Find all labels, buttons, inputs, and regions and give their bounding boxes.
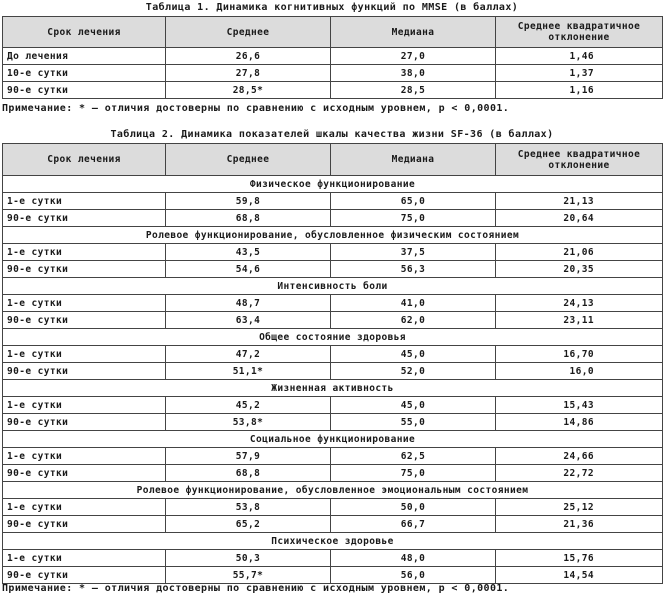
section-title: Физическое функционирование (3, 176, 663, 193)
section-title: Ролевое функционирование, обусловленное физическим состоянием (3, 227, 663, 244)
cell-sd: 20,35 (496, 261, 663, 278)
section-title: Общее состояние здоровья (3, 329, 663, 346)
table-header-row (3, 144, 663, 176)
table-row (3, 448, 663, 465)
cell-period: 90-е сутки (3, 210, 166, 227)
section-row (3, 431, 663, 448)
table-row (3, 499, 663, 516)
cell-period: 90-е сутки (3, 312, 166, 329)
section-title: Психическое здоровье (3, 533, 663, 550)
table-header-row (3, 17, 663, 48)
cell-period: 1-е сутки (3, 550, 166, 567)
section-row (3, 278, 663, 295)
cell-period: 1-е сутки (3, 244, 166, 261)
cell-mean: 26,6 (166, 48, 331, 65)
mmse-table (2, 16, 663, 99)
cell-period: 90-е сутки (3, 261, 166, 278)
cell-sd: 22,72 (496, 465, 663, 482)
cell-mean: 27,8 (166, 65, 331, 82)
cell-period: 90-е сутки (3, 465, 166, 482)
cell-mean: 65,2 (166, 516, 331, 533)
cell-median: 38,0 (331, 65, 496, 82)
cell-mean: 45,2 (166, 397, 331, 414)
header-sd: Среднее квадратичное отклонение (496, 17, 663, 48)
cell-mean: 50,3 (166, 550, 331, 567)
cell-median: 50,0 (331, 499, 496, 516)
table-row (3, 414, 663, 431)
table-row (3, 465, 663, 482)
cell-period: 1-е сутки (3, 346, 166, 363)
cell-sd: 1,46 (496, 48, 663, 65)
cell-mean: 53,8* (166, 414, 331, 431)
cell-mean: 63,4 (166, 312, 331, 329)
cell-median: 28,5 (331, 82, 496, 99)
table-row (3, 48, 663, 65)
cell-period: До лечения (3, 48, 166, 65)
section-title: Жизненная активность (3, 380, 663, 397)
table-row (3, 65, 663, 82)
table-row (3, 550, 663, 567)
cell-sd: 16,0 (496, 363, 663, 380)
table2-caption: Таблица 2. Динамика показателей шкалы качества жизни SF-36 (в баллах) (110, 129, 554, 140)
cell-mean: 53,8 (166, 499, 331, 516)
cell-median: 45,0 (331, 397, 496, 414)
cell-mean: 43,5 (166, 244, 331, 261)
cell-sd: 24,13 (496, 295, 663, 312)
cell-median: 65,0 (331, 193, 496, 210)
cell-mean: 54,6 (166, 261, 331, 278)
table-row (3, 193, 663, 210)
cell-median: 66,7 (331, 516, 496, 533)
table-row (3, 82, 663, 99)
table-row (3, 295, 663, 312)
cell-median: 62,0 (331, 312, 496, 329)
cell-mean: 68,8 (166, 210, 331, 227)
cell-period: 1-е сутки (3, 397, 166, 414)
header-mean: Среднее (166, 17, 331, 48)
cell-median: 56,3 (331, 261, 496, 278)
cell-mean: 51,1* (166, 363, 331, 380)
cell-sd: 21,36 (496, 516, 663, 533)
cell-median: 55,0 (331, 414, 496, 431)
cell-sd: 20,64 (496, 210, 663, 227)
sf36-table (2, 143, 663, 584)
table-row (3, 210, 663, 227)
table-row (3, 397, 663, 414)
table-row (3, 567, 663, 584)
cell-median: 75,0 (331, 210, 496, 227)
cell-period: 90-е сутки (3, 516, 166, 533)
cell-sd: 15,43 (496, 397, 663, 414)
table-row (3, 346, 663, 363)
table-row (3, 312, 663, 329)
section-row (3, 380, 663, 397)
cell-mean: 55,7* (166, 567, 331, 584)
table1-note: Примечание: * – отличия достоверны по сравнению с исходным уровнем, р < 0,0001. (2, 103, 510, 114)
cell-period: 1-е сутки (3, 499, 166, 516)
cell-sd: 14,86 (496, 414, 663, 431)
cell-sd: 14,54 (496, 567, 663, 584)
header-median: Медиана (331, 144, 496, 176)
section-row (3, 482, 663, 499)
cell-median: 41,0 (331, 295, 496, 312)
cell-sd: 1,16 (496, 82, 663, 99)
section-title: Социальное функционирование (3, 431, 663, 448)
section-title: Интенсивность боли (3, 278, 663, 295)
cell-period: 10-е сутки (3, 65, 166, 82)
cell-median: 37,5 (331, 244, 496, 261)
section-title: Ролевое функционирование, обусловленное эмоциональным состоянием (3, 482, 663, 499)
cell-period: 1-е сутки (3, 448, 166, 465)
cell-period: 90-е сутки (3, 82, 166, 99)
header-mean: Среднее (166, 144, 331, 176)
header-period: Срок лечения (3, 17, 166, 48)
cell-period: 1-е сутки (3, 295, 166, 312)
cell-period: 90-е сутки (3, 363, 166, 380)
cell-sd: 21,06 (496, 244, 663, 261)
header-median: Медиана (331, 17, 496, 48)
cell-median: 75,0 (331, 465, 496, 482)
cell-median: 48,0 (331, 550, 496, 567)
header-sd: Среднее квадратичное отклонение (496, 144, 663, 176)
cell-median: 56,0 (331, 567, 496, 584)
cell-mean: 57,9 (166, 448, 331, 465)
cell-period: 90-е сутки (3, 414, 166, 431)
table1-caption: Таблица 1. Динамика когнитивных функций по MMSE (в баллах) (145, 2, 519, 13)
table2-note: Примечание: * – отличия достоверны по сравнению с исходным уровнем, р < 0,0001. (2, 583, 510, 594)
cell-sd: 25,12 (496, 499, 663, 516)
cell-median: 27,0 (331, 48, 496, 65)
cell-period: 1-е сутки (3, 193, 166, 210)
section-row (3, 176, 663, 193)
section-row (3, 533, 663, 550)
cell-mean: 59,8 (166, 193, 331, 210)
cell-mean: 28,5* (166, 82, 331, 99)
cell-sd: 1,37 (496, 65, 663, 82)
table-row (3, 363, 663, 380)
cell-sd: 23,11 (496, 312, 663, 329)
section-row (3, 329, 663, 346)
cell-median: 62,5 (331, 448, 496, 465)
table-row (3, 244, 663, 261)
header-period: Срок лечения (3, 144, 166, 176)
cell-period: 90-е сутки (3, 567, 166, 584)
table-row (3, 261, 663, 278)
cell-sd: 16,70 (496, 346, 663, 363)
cell-mean: 47,2 (166, 346, 331, 363)
cell-mean: 48,7 (166, 295, 331, 312)
cell-sd: 21,13 (496, 193, 663, 210)
table-row (3, 516, 663, 533)
cell-median: 45,0 (331, 346, 496, 363)
cell-median: 52,0 (331, 363, 496, 380)
cell-sd: 15,76 (496, 550, 663, 567)
cell-sd: 24,66 (496, 448, 663, 465)
cell-mean: 68,8 (166, 465, 331, 482)
section-row (3, 227, 663, 244)
